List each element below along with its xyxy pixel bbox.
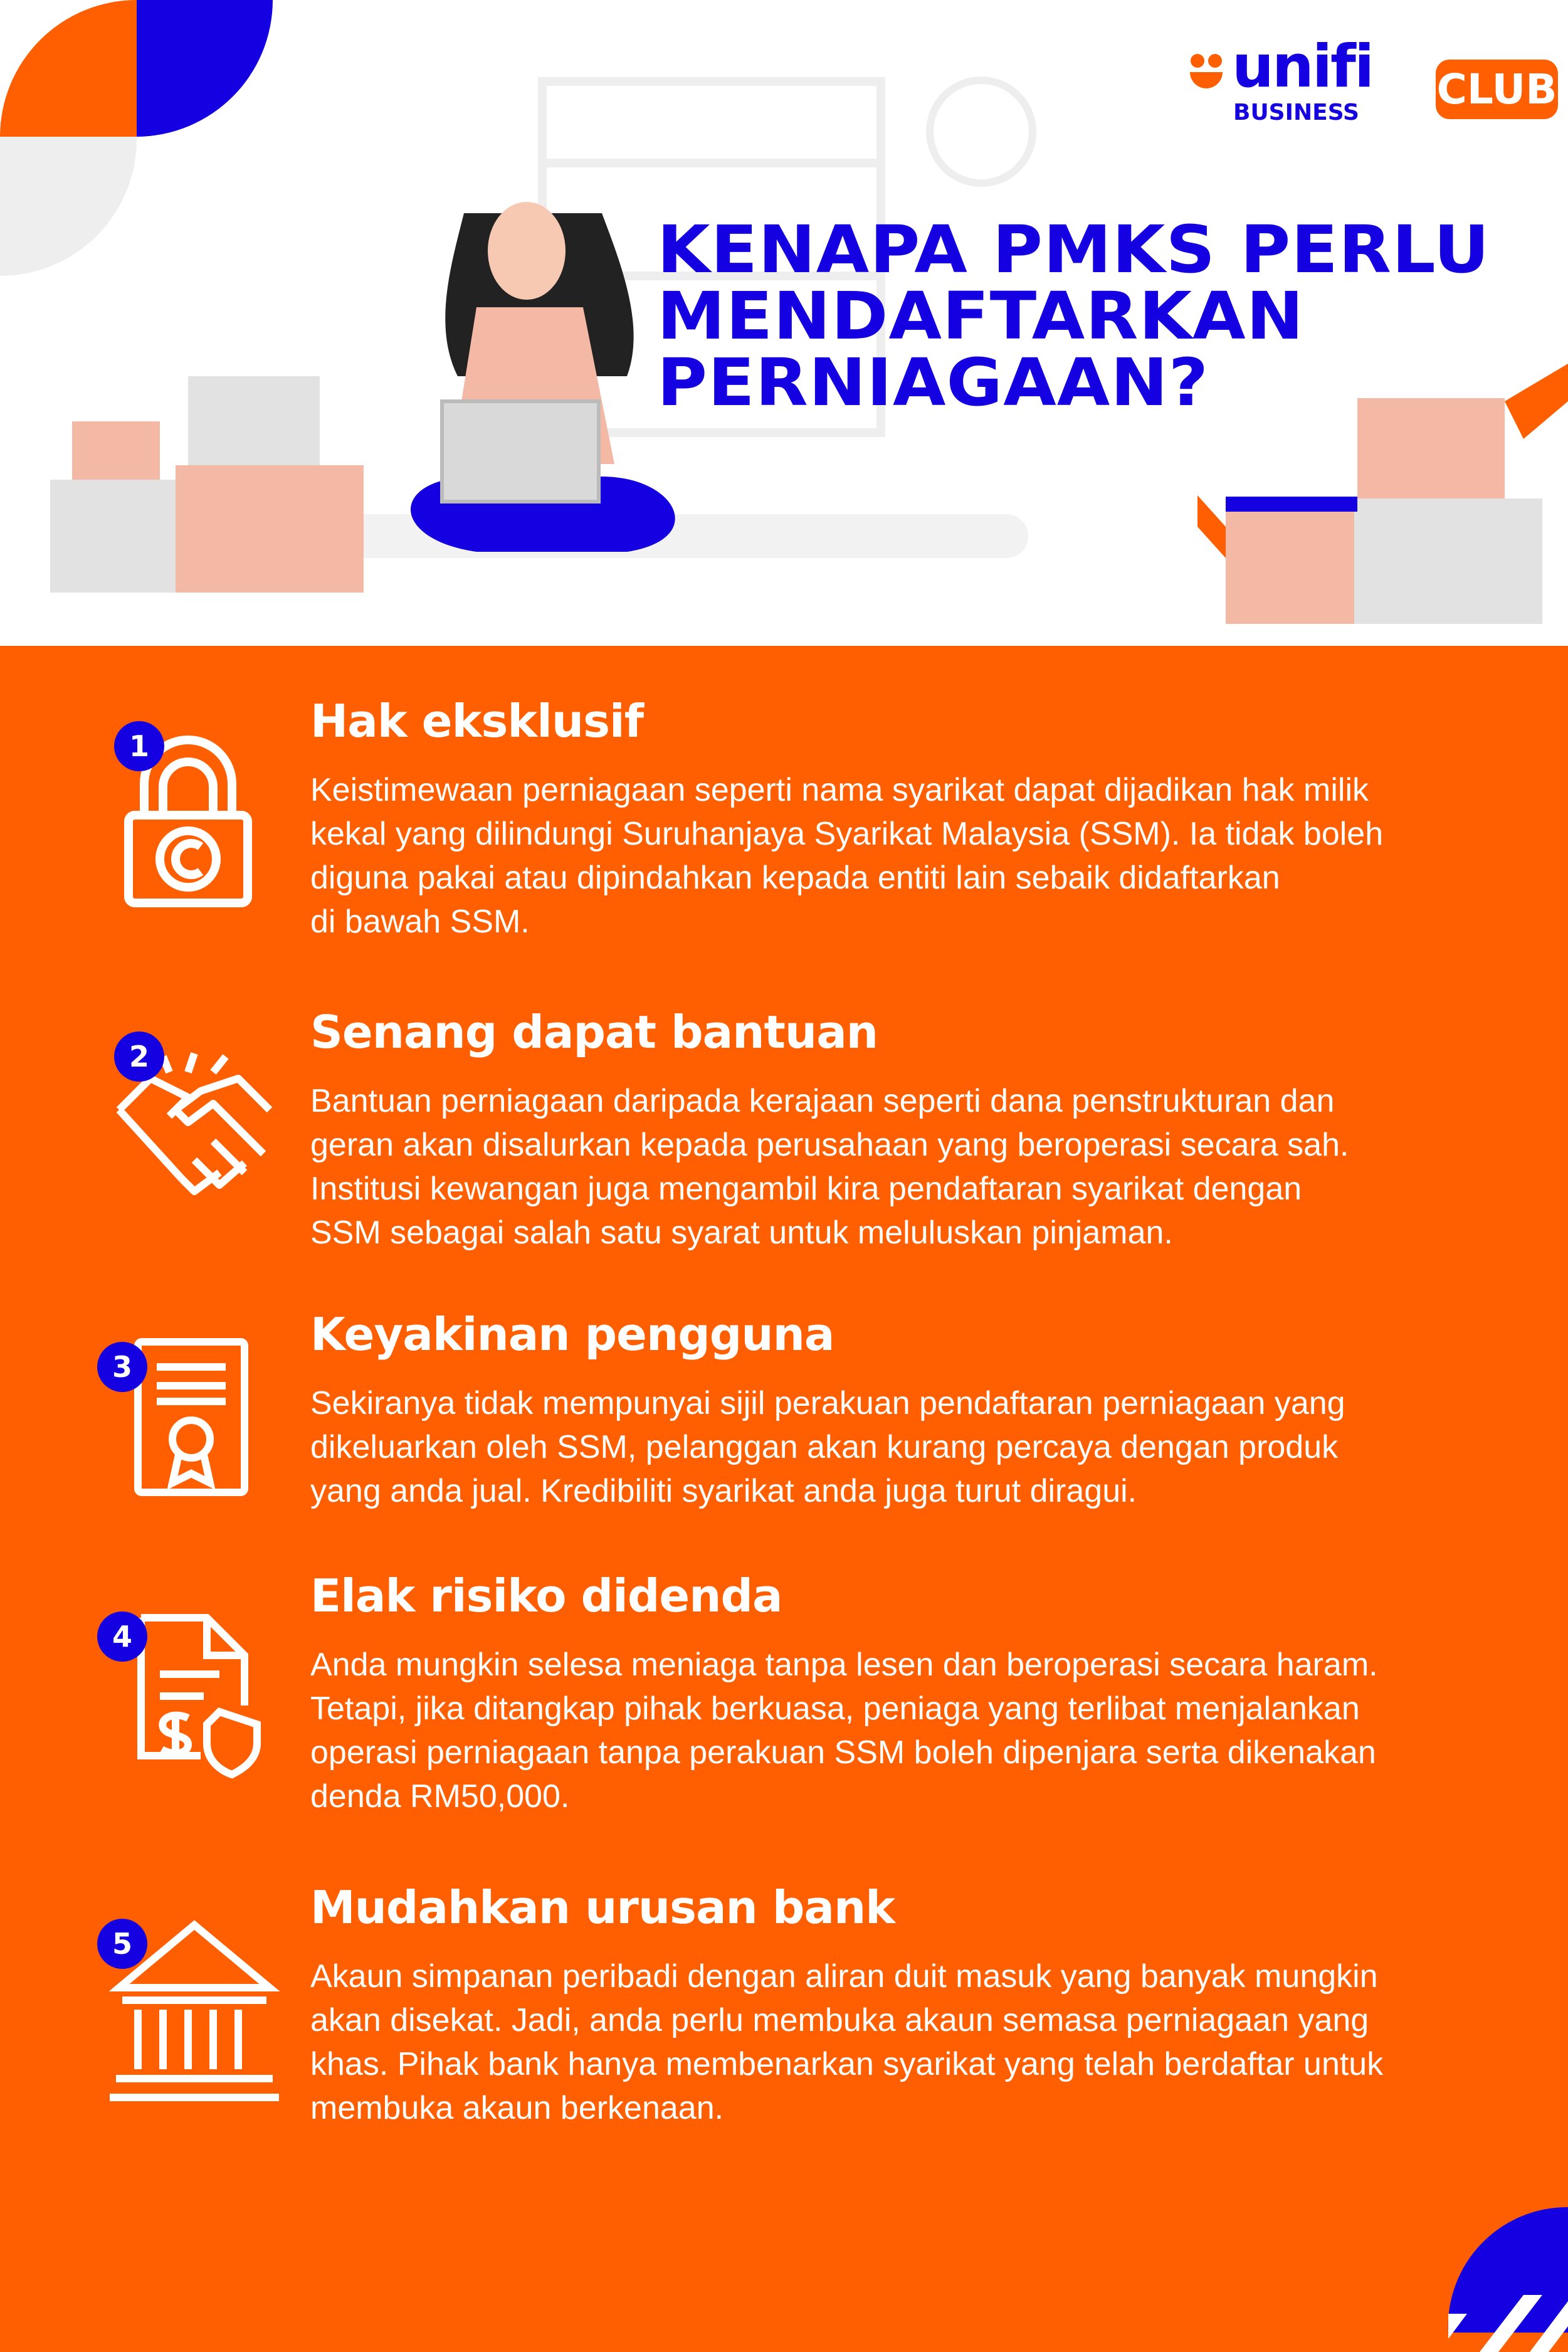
- woman-with-laptop-illustration: [411, 202, 675, 552]
- corner-orange-shape: [0, 0, 137, 137]
- benefit-heading: Senang dapat bantuan: [310, 1006, 878, 1058]
- step-badge-5: 5: [97, 1919, 147, 1969]
- logo-club-badge: CLUB: [1436, 60, 1558, 119]
- benefit-description: Sekiranya tidak mempunyai sijil perakuan pendaftaran perniagaan yang dikeluarkan oleh SSM, pelanggan akan kurang percaya dengan produk yang anda jual. Kredibiliti syarikat anda juga turut diragui.: [310, 1385, 1345, 1509]
- step-badge-3: 3: [97, 1342, 147, 1392]
- benefit-heading: Keyakinan pengguna: [310, 1308, 834, 1361]
- handshake-icon: [94, 1028, 295, 1229]
- certificate-icon: [94, 1336, 295, 1536]
- benefit-description: Keistimewaan perniagaan seperti nama syarikat dapat dijadikan hak milik kekal yang dilindungi Suruhanjaya Syarikat Malaysia (SSM). Ia tidak boleh diguna pakai atau dipindahkan kepada entiti lain sebaik didaftarkan di bawah SSM.: [310, 772, 1384, 940]
- clock-icon: [930, 80, 1033, 183]
- benefit-description: Anda mungkin selesa meniaga tanpa lesen dan beroperasi secara haram. Tetapi, jika ditangkap pihak berkuasa, peniaga yang terlibat menjalankan operasi perniagaan tanpa perakuan SSM boleh dipenjara serta dikenakan denda RM50,000.: [310, 1647, 1378, 1815]
- page-title: [657, 211, 1568, 421]
- boxes-left-icon: [50, 376, 364, 593]
- hero-section: [0, 0, 1568, 646]
- benefit-description: Bantuan perniagaan daripada kerajaan seperti dana penstrukturan dan geran akan disalurkan kepada perusahaan yang beroperasi secara sah. Institusi kewangan juga mengambil kira pendaftaran syarikat dengan SSM sebagai salah satu syarat untuk meluluskan pinjaman.: [310, 1083, 1349, 1251]
- logo-unifi-text: unifi: [1232, 33, 1373, 101]
- document-shield-icon: [94, 1605, 295, 1806]
- benefit-item-4: [310, 1568, 1502, 1818]
- benefit-item-5: [310, 1879, 1502, 2130]
- smiley-icon: [1188, 53, 1226, 91]
- copyright-lock-icon: [94, 721, 295, 922]
- corner-blue-shape: [137, 0, 273, 137]
- bank-icon: [94, 1919, 295, 2119]
- benefit-item-3: [310, 1306, 1502, 1513]
- logo-business-text: BUSINESS: [1233, 100, 1359, 125]
- benefit-item-2: [310, 1004, 1502, 1255]
- unifi-business-club-logo: [1188, 33, 1564, 132]
- corner-decoration: [1442, 2170, 1568, 2352]
- title-line: PERNIAGAAN?: [657, 344, 1209, 421]
- title-line: MENDAFTARKAN: [657, 278, 1305, 354]
- title-line: KENAPA PMKS PERLU: [657, 211, 1490, 288]
- corner-grey-shape: [0, 137, 137, 276]
- step-badge-1: 1: [114, 721, 164, 771]
- benefit-heading: Hak eksklusif: [310, 695, 644, 747]
- step-badge-4: 4: [97, 1611, 147, 1662]
- benefit-description: Akaun simpanan peribadi dengan aliran duit masuk yang banyak mungkin akan disekat. Jadi, anda perlu membuka akaun semasa perniagaan yang khas. Pihak bank hanya membenarkan syarikat yang telah berdaftar untuk membuka akaun berkenaan.: [310, 1958, 1384, 2126]
- benefit-heading: Elak risiko didenda: [310, 1569, 782, 1622]
- benefit-heading: Mudahkan urusan bank: [310, 1881, 895, 1934]
- benefit-item-1: [310, 693, 1502, 944]
- step-badge-2: 2: [114, 1031, 164, 1082]
